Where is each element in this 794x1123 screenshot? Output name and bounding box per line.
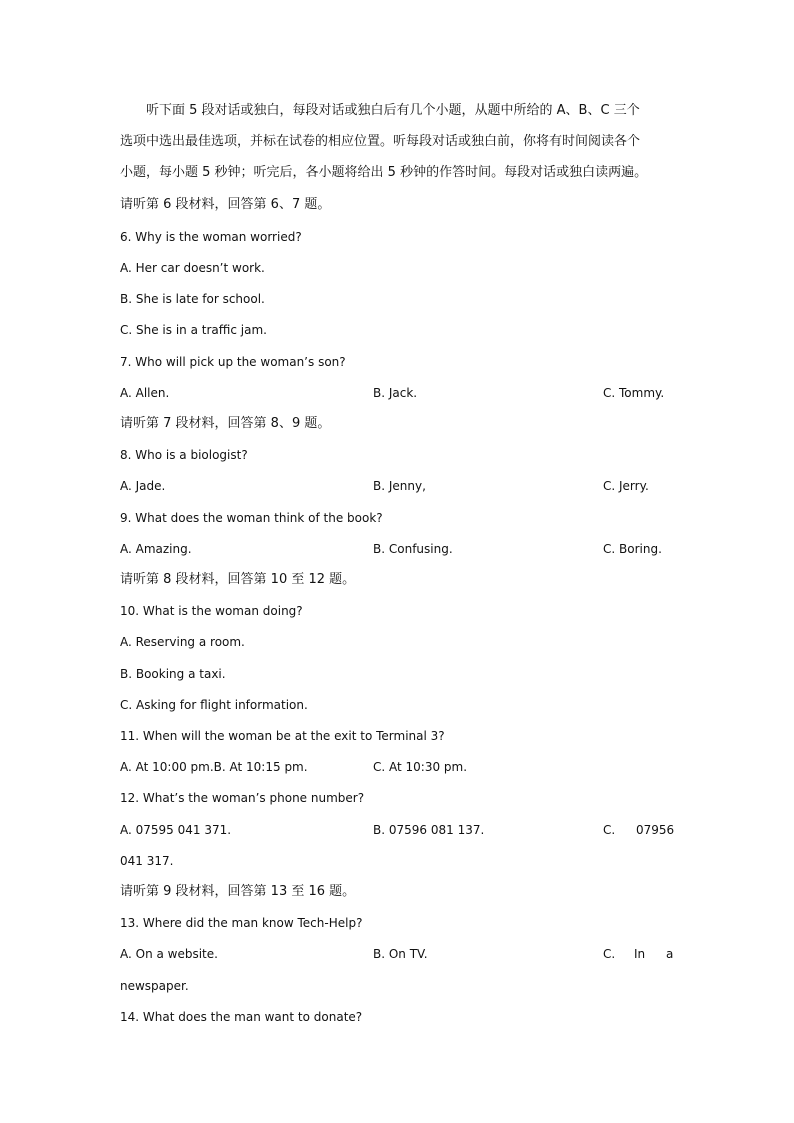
option-9a: A. Amazing. (120, 542, 192, 556)
option-7c: C. Tommy. (603, 386, 665, 400)
option-13a: A. On a website. (120, 947, 218, 961)
option-11ab: A. At 10:00 pm.B. At 10:15 pm. (120, 760, 308, 774)
question-14: 14. What does the man want to donate? (120, 1010, 363, 1024)
question-7: 7. Who will pick up the woman’s son? (120, 355, 346, 369)
option-13c-a: a (666, 947, 674, 961)
question-13: 13. Where did the man know Tech-Help? (120, 916, 363, 930)
option-13c-label: C. (603, 947, 616, 961)
option-8c: C. Jerry. (603, 479, 649, 493)
option-6b: B. She is late for school. (120, 292, 265, 306)
option-10c: C. Asking for flight information. (120, 698, 308, 712)
intro-line-2: 选项中选出最佳选项，并标在试卷的相应位置。听每段对话或独白前，你将有时间阅读各个 (120, 134, 641, 149)
question-12: 12. What’s the woman’s phone number? (120, 791, 365, 805)
option-13b: B. On TV. (373, 947, 428, 961)
option-6a: A. Her car doesn’t work. (120, 261, 265, 275)
section-heading-8: 请听第 8 段材料，回答第 10 至 12 题。 (120, 572, 356, 587)
option-7b: B. Jack. (373, 386, 418, 400)
question-9: 9. What does the woman think of the book? (120, 511, 383, 525)
section-heading-6: 请听第 6 段材料，回答第 6、7 题。 (120, 197, 331, 212)
option-9b: B. Confusing. (373, 542, 453, 556)
option-8b: B. Jenny, (373, 479, 426, 493)
option-12c-part2: 041 317. (120, 854, 174, 868)
option-12a: A. 07595 041 371. (120, 823, 232, 837)
question-11: 11. When will the woman be at the exit to Terminal 3? (120, 729, 445, 743)
option-8a: A. Jade. (120, 479, 166, 493)
option-9c: C. Boring. (603, 542, 662, 556)
intro-line-1: 听下面 5 段对话或独白，每段对话或独白后有几个小题，从题中所给的 A、B、C 三个 (146, 103, 640, 118)
option-12c-part1: 07956 (636, 823, 675, 837)
option-10a: A. Reserving a room. (120, 635, 245, 649)
question-6: 6. Why is the woman worried? (120, 230, 302, 244)
option-10b: B. Booking a taxi. (120, 667, 226, 681)
option-12c-label: C. (603, 823, 616, 837)
section-heading-9: 请听第 9 段材料，回答第 13 至 16 题。 (120, 884, 356, 899)
option-11c: C. At 10:30 pm. (373, 760, 468, 774)
option-6c: C. She is in a traffic jam. (120, 323, 267, 337)
intro-line-3: 小题，每小题 5 秒钟；听完后，各小题将给出 5 秒钟的作答时间。每段对话或独白读两遍。 (120, 165, 648, 180)
option-13c-in: In (634, 947, 646, 961)
option-12b: B. 07596 081 137. (373, 823, 485, 837)
option-7a: A. Allen. (120, 386, 170, 400)
option-13c-end: newspaper. (120, 979, 189, 993)
question-10: 10. What is the woman doing? (120, 604, 303, 618)
section-heading-7: 请听第 7 段材料，回答第 8、9 题。 (120, 416, 331, 431)
question-8: 8. Who is a biologist? (120, 448, 248, 462)
